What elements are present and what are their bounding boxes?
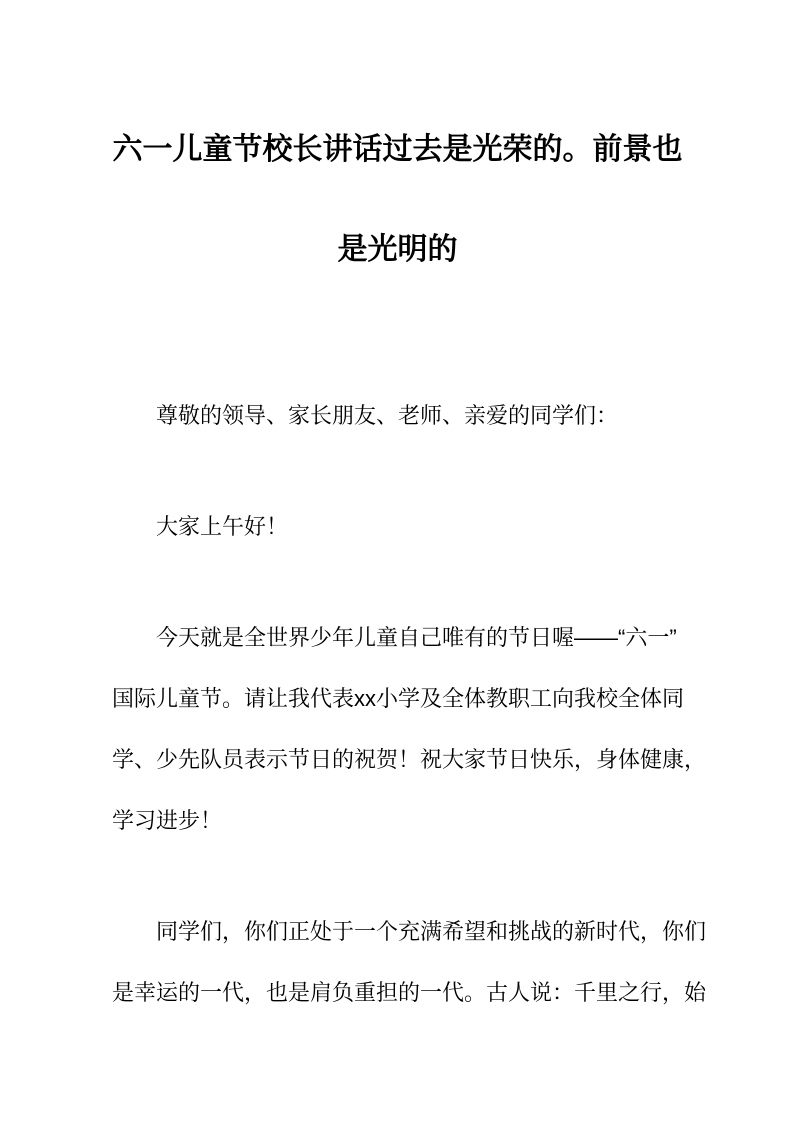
text-line: 同学们，你们正处于一个充满希望和挑战的新时代，你们: [156, 919, 707, 944]
paragraph-students-new-era: [112, 901, 707, 1023]
text-line: 大家上午好！: [156, 514, 289, 539]
paragraph-festival-congratulations: [112, 607, 707, 851]
paragraph-salutation: [112, 385, 683, 446]
text-line: 是幸运的一代，也是肩负重担的一代。古人说：千里之行，始: [112, 980, 707, 1005]
text-line: 学习进步！: [112, 808, 223, 833]
text-line: 尊敬的领导、家长朋友、老师、亲爱的同学们：: [156, 403, 619, 428]
text-line: 学、少先队员表示节日的祝贺！祝大家节日快乐，身体健康，: [112, 747, 707, 772]
document-title: [112, 100, 683, 300]
paragraph-greeting: [112, 496, 683, 557]
document-body: [112, 385, 707, 1023]
title-line-2: 是光明的: [337, 233, 458, 266]
text-line: 国际儿童节。请让我代表xx小学及全体教职工向我校全体同: [112, 686, 685, 711]
title-line-1: 六一儿童节校长讲话过去是光荣的。前景也: [112, 133, 683, 166]
text-line: 今天就是全世界少年儿童自己唯有的节日喔——“六一”: [156, 625, 677, 650]
